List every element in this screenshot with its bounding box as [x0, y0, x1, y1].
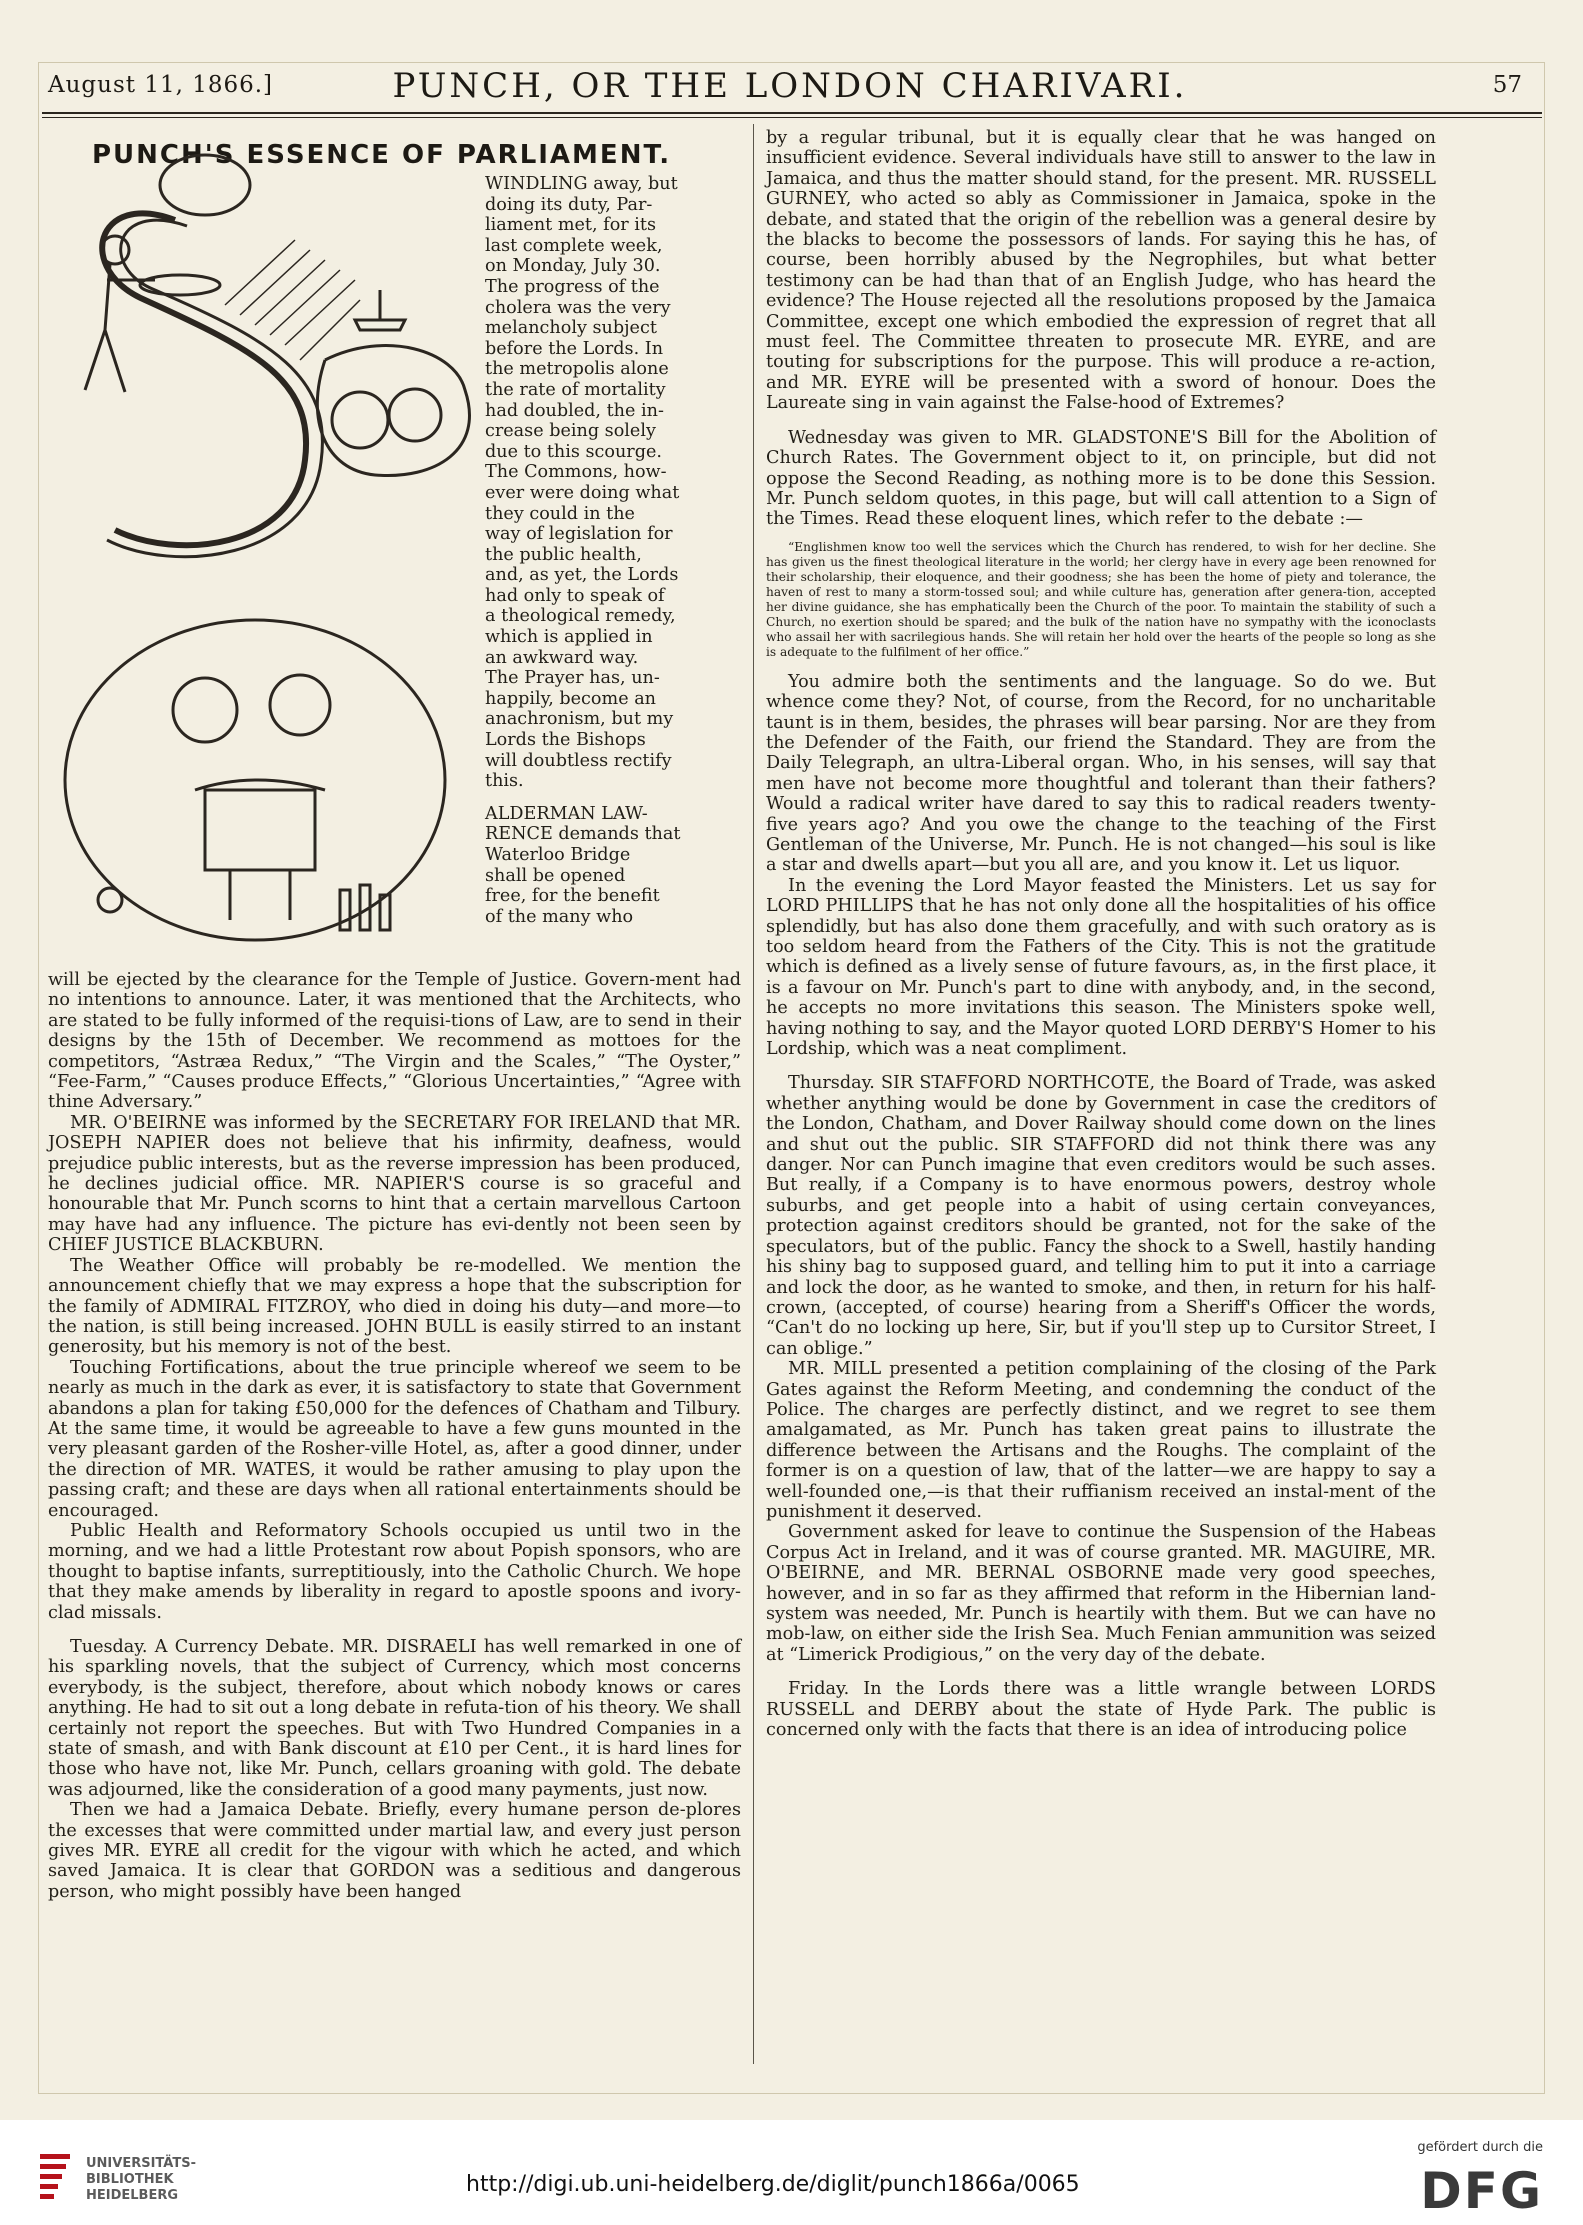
left-wrap-text — [485, 174, 740, 927]
library-logo[interactable] — [38, 2150, 213, 2210]
quoted-passage: “Englishmen know too well the services which the Church has rendered, to wish for her decline. She has given us the finest theological literature in the world; her clergy have in every age been renowned for their scholarship, their eloquence, and their goodness; she has been the home of piety and tolerance, the haven of rest to many a storm-tossed soul; and while culture has, generation after genera-tion, accepted her divine guidance, she has emphatically been the Church of the poor. To maintain the stability of such a Church, no exertion should be spared; and the bulk of the nation have no sympathy with the iconoclasts who assail her with sacrilegious hands. She will retain her hold over the hearts of the people so long as she is adequate to the fulfilment of her office.” — [766, 539, 1436, 659]
wrap-line: will doubtless rectify — [485, 750, 672, 771]
wrap-line: the public health, — [485, 544, 642, 565]
wrap-line: cholera was the very — [485, 297, 671, 318]
wrap-line: this. — [485, 771, 524, 792]
wrap-line: due to this scourge. — [485, 441, 662, 462]
cartoon-initial-illustration — [55, 130, 485, 960]
heidelberg-emblem-icon — [38, 2150, 78, 2210]
wrap-line: of the many who — [485, 906, 634, 927]
right-paragraph: Friday. In the Lords there was a little wrangle between LORDS RUSSELL and DERBY about the state of Hyde Park. The public is concerned only with the facts that there is an idea of introducing police — [766, 1679, 1436, 1741]
wrap-line: free, for the benefit — [485, 886, 660, 907]
left-paragraph: Then we had a Jamaica Debate. Briefly, every humane person de-plores the excesses that were committed under martial law, and every just person gives MR. EYRE all credit for the vigour with which he acted, and which saved Jamaica. It is clear that GORDON was a seditious and dangerous person, who might possibly have been hanged — [48, 1800, 741, 1902]
dfg-logo-icon: DFG — [1420, 2162, 1543, 2220]
right-paragraph: Wednesday was given to MR. GLADSTONE'S Bill for the Abolition of Church Rates. The Government object to it, on principle, but did not oppose the Second Reading, as nothing more is to be done this Session. Mr. Punch seldom quotes, in this page, but will call attention to a Sign of the Times. Read these eloquent lines, which refer to the debate :— — [766, 427, 1436, 530]
left-column — [48, 970, 741, 1902]
right-paragraph: MR. MILL presented a petition complaining of the closing of the Park Gates against the Reform Meeting, and condemning the conduct of the Police. The charges are perfectly distinct, and we regret to see them amalgamated, as Mr. Punch has taken great pains to illustrate the difference between the Artisans and the Roughs. The complaint of the former is on a question of law, that of the latter—we are happy to say a well-founded one,—is that their ruffianism received an instal-ment of the punishment it deserved. — [766, 1359, 1436, 1522]
wrap-line: shall be opened — [485, 865, 626, 886]
wrap-line: melancholy subject — [485, 318, 657, 339]
library-name — [86, 2156, 196, 2204]
wrap-line: an awkward way. — [485, 647, 639, 668]
right-paragraph: You admire both the sentiments and the language. So do we. But whence come they? Not, of course, from the Record, for no uncharitable taunt is in them, besides, the phrases will bear parsing. Nor are they from the Defender of the Faith, our friend the Standard. They are from the Daily Telegraph, an ultra-Liberal organ. Who, in his senses, will say that men have not become more thoughtful and tolerant than their fathers? Would a radical writer have dared to say this to radical readers twenty-five years ago? And you owe the change to the teaching of the First Gentleman of the Universe, Mr. Punch. He is not changed—his soul is like a star and dwells apart—but you all are, and you know it. Let us liquor. — [766, 671, 1436, 876]
funder-label: gefördert durch die — [1417, 2140, 1543, 2155]
section-title: PUNCH'S ESSENCE OF PARLIAMENT. — [92, 140, 672, 170]
wrap-line: crease being solely — [485, 421, 656, 442]
right-column — [766, 128, 1436, 1740]
wrap-line: which is applied in — [485, 627, 653, 648]
right-paragraph: by a regular tribunal, but it is equally clear that he was hanged on insufficient evidence. Several individuals have still to answer to the law in Jamaica, and thus the matter should stand, for the present. MR. RUSSELL GURNEY, who acted so ably as Commissioner in Jamaica, spoke in the debate, and stated that the origin of the rebellion was a general desire by the blacks to become the possessors of lands. For saying this he has, of course, been horribly abused by the Negrophiles, but what better testimony can be had than that of an English Judge, who has heard the evidence? The House rejected all the resolutions proposed by the Jamaica Committee, except one which embodied the expression of regret that all must feel. The Committee threaten to prosecute MR. EYRE, and are touting for subscriptions for the purpose. This will produce a re-action, and MR. EYRE will be presented with a sword of honour. Does the Laureate sing in vain against the False-hood of Extremes? — [766, 128, 1436, 414]
left-paragraph: Touching Fortifications, about the true principle whereof we seem to be nearly as much in the dark as ever, it is satisfactory to state that Government abandons a plan for taking £50,000 for the defences of Chatham and Tilbury. At the same time, it would be agreeable to have a few guns mounted in the very pleasant garden of the Rosher-ville Hotel, as, after a good dinner, under the direction of MR. WATES, it would be rather amusing to play upon the passing craft; and these are days when all rational entertainments should be encouraged. — [48, 1357, 741, 1521]
wrap-line: The progress of the — [485, 276, 660, 297]
right-paragraph: In the evening the Lord Mayor feasted the Ministers. Let us say for LORD PHILLIPS that he has not only done all the hospitalities of his office splendidly, but has also done them gracefully, and with such oratory as is too seldom heard from the Fathers of the City. This is not the gratitude which is defined as a lively sense of future favours, as, in the first place, it is a favour on Mr. Punch's part to dine with anybody, and, in the second, he accepts no more invitations this season. The Ministers spoke well, having nothing to say, and the Mayor quoted LORD DERBY'S Homer to his Lordship, which was a neat compliment. — [766, 875, 1436, 1060]
source-url-link[interactable]: http://digi.ub.uni-heidelberg.de/diglit/punch1866a/0065 — [466, 2172, 1080, 2197]
funder-block — [1353, 2140, 1553, 2220]
header-title: PUNCH, OR THE LONDON CHARIVARI. — [392, 66, 1188, 106]
wrap-line: RENCE demands that — [485, 824, 681, 845]
page-number: 57 — [1492, 72, 1522, 98]
wrap-line: Lords the Bishops — [485, 730, 646, 751]
wrap-line: before the Lords. In — [485, 338, 664, 359]
wrap-line: WINDLING away, but — [485, 174, 678, 194]
left-paragraph: Tuesday. A Currency Debate. MR. DISRAELI has well remarked in one of his sparkling novels, that the subject of Currency, which most concerns everybody, is the subject, therefore, about which nobody knows or cares anything. He had to sit out a long debate in refuta-tion of his theory. We shall certainly not report the speeches. But with Two Hundred Companies in a state of smash, and with Bank discount at £10 per Cent., it is hard lines for those who have not, like Mr. Punch, cellars groaning with gold. The debate was adjourned, like the consideration of a good many payments, just now. — [48, 1637, 741, 1800]
wrap-line: ALDERMAN LAW- — [485, 803, 648, 824]
column-rule — [753, 124, 754, 2064]
wrap-line: on Monday, July 30. — [485, 256, 661, 277]
right-paragraph: Government asked for leave to continue the Suspension of the Habeas Corpus Act in Ireland, and it was of course granted. MR. MAGUIRE, MR. O'BEIRNE, and MR. BERNAL OSBORNE made very good speeches, however, and in so far as they affirmed that reform in the Hibernian land-system was needed, Mr. Punch is heartily with them. But we can have no mob-law, on either side the Irish Sea. Much Fenian ammunition was seized at “Limerick Prodigious,” on the very day of the debate. — [766, 1522, 1436, 1665]
wrap-line: happily, become an — [485, 688, 657, 709]
header-date: August 11, 1866.] — [48, 72, 274, 98]
wrap-line: ever were doing what — [485, 482, 680, 503]
library-name-line: HEIDELBERG — [86, 2188, 179, 2203]
initial-s-curve — [102, 213, 306, 545]
wrap-line: the metropolis alone — [485, 359, 669, 380]
wrap-line: had only to speak of — [485, 585, 665, 606]
wrap-line: and, as yet, the Lords — [485, 565, 679, 586]
wrap-line: liament met, for its — [485, 215, 657, 236]
wrap-lines-block — [485, 174, 740, 792]
wrap-line: the rate of mortality — [485, 379, 666, 400]
library-name-line: BIBLIOTHEK — [86, 2172, 174, 2187]
library-name-line: UNIVERSITÄTS- — [86, 2156, 196, 2171]
wrap-line: Waterloo Bridge — [485, 845, 631, 865]
wrap-line: doing its duty, Par- — [485, 194, 653, 215]
right-paragraph: Thursday. SIR STAFFORD NORTHCOTE, the Board of Trade, was asked whether anything would be done by Government in case the creditors of the London, Chatham, and Dover Railway should come down on the lines and shut out the public. SIR STAFFORD did not think there was any danger. Nor can Punch imagine that even creditors would be such asses. But really, if a Company is to have enormous powers, destroy whole suburbs, and get people into a habit of using certain conveyances, protection against creditors should be granted, not for the sake of the speculators, but of the public. Fancy the shock to a Swell, hastily handing his shiny bag to supposed guard, and telling him to put it into a carriage and lock the door, as he wanted to smoke, and then, in return for his half-crown, (accepted, of course) hearing from a Sheriff's Officer the words, “Can't do no locking up here, Sir, but if you'll step up to Cursitor Street, I can oblige.” — [766, 1073, 1436, 1359]
digitization-footer — [0, 2120, 1583, 2225]
wrap-line: anachronism, but my — [485, 709, 674, 730]
left-paragraph: will be ejected by the clearance for the Temple of Justice. Govern-ment had no intentions to announce. Later, it was mentioned that the Architects, who are stated to be fully informed of the requisi-tions of Law, are to send in their designs by the 15th of December. We recommend as mottoes for the competitors, “Astræa Redux,” “The Virgin and the Scales,” “The Oyster,” “Fee-Farm,” “Causes produce Effects,” “Glorious Uncertainties,” “Agree with thine Adversary.” — [48, 970, 741, 1113]
wrap-line: The Commons, how- — [485, 462, 667, 483]
wrap-line: last complete week, — [485, 235, 663, 256]
wrap-line: way of legislation for — [485, 524, 673, 545]
wrap-line: had doubled, the in- — [485, 400, 664, 421]
wrap-line: they could in the — [485, 503, 635, 524]
left-paragraph: MR. O'BEIRNE was informed by the SECRETARY FOR IRELAND that MR. JOSEPH NAPIER does not believe that his infirmity, deafness, would prejudice public interests, but as the reverse impression has been produced, he declines judicial office. MR. NAPIER'S course is so graceful and honourable that Mr. Punch scorns to hint that a certain marvellous Cartoon may have had any influence. The picture has evi-dently not been seen by CHIEF JUSTICE BLACKBURN. — [48, 1112, 741, 1256]
wrap-line: a theological remedy, — [485, 606, 676, 627]
left-paragraph: Public Health and Reformatory Schools occupied us until two in the morning, and we had a little Protestant row about Popish sponsors, who are thought to baptise infants, surreptitiously, into the Catholic Church. We hope that they make amends by liberality in regard to apostle spoons and ivory-clad missals. — [48, 1520, 741, 1623]
wrap-line: The Prayer has, un- — [485, 668, 660, 689]
running-header — [40, 66, 1540, 110]
wrap-lines-block-2 — [485, 804, 740, 928]
header-rule-thin — [42, 117, 1542, 118]
header-rule — [42, 112, 1542, 114]
left-paragraph: The Weather Office will probably be re-modelled. We mention the announcement chiefly that we may express a hope that the subscription for the family of ADMIRAL FITZROY, who died in doing his duty—and more—to the nation, is still being increased. JOHN BULL is easily stirred to an instant generosity, but his memory is not of the best. — [48, 1255, 741, 1358]
